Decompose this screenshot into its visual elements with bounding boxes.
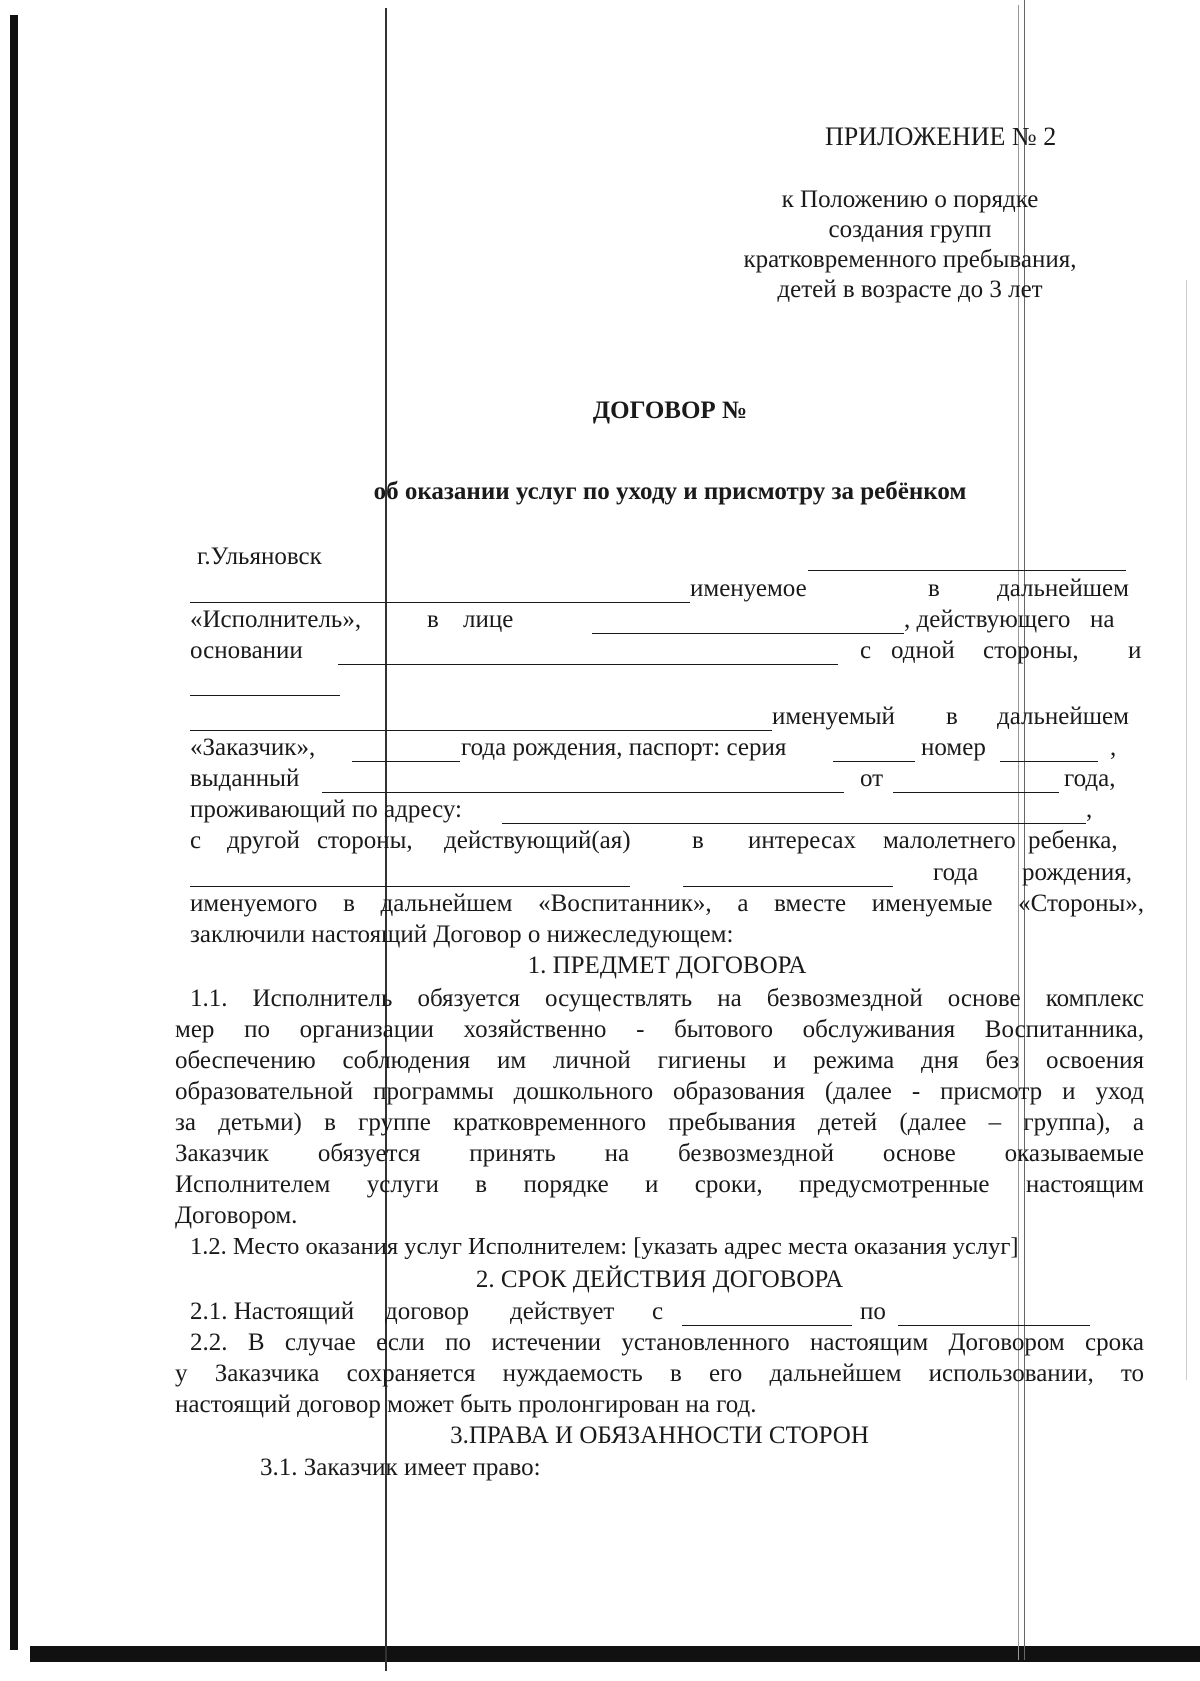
- text-fragment: выданный: [190, 765, 300, 792]
- section-heading: 1. ПРЕДМЕТ ДОГОВОРА: [527, 952, 807, 979]
- text-line: именуемого в дальнейшем «Воспитанник», а вместе именуемые «Стороны»,: [190, 890, 1144, 917]
- text-fragment: от: [860, 765, 884, 792]
- text-fragment: стороны,: [983, 637, 1079, 664]
- text-fragment: с: [190, 827, 202, 854]
- executor-name-blank: [190, 602, 690, 603]
- text-fragment: с: [652, 1298, 664, 1325]
- representative-blank: [592, 633, 904, 634]
- passport-number-blank: [1000, 761, 1098, 762]
- appendix-number: ПРИЛОЖЕНИЕ № 2: [825, 122, 1057, 151]
- text-fragment: в: [928, 575, 940, 602]
- text-line: Заказчик обязуется принять на безвозмездной основе оказываемые: [175, 1140, 1144, 1167]
- text-line: образовательной программы дошкольного образования (далее - присмотр и уход: [175, 1078, 1144, 1105]
- passport-series-blank: [833, 761, 915, 762]
- text-fragment: другой: [227, 827, 300, 854]
- customer-name-blank: [190, 730, 772, 731]
- child-birth-date-blank: [683, 886, 893, 887]
- contract-subtitle: об оказании услуг по уходу и присмотру за ребёнком: [373, 478, 967, 505]
- text-fragment: и: [1128, 637, 1142, 664]
- text-line: за детьми) в группе кратковременного пребывания детей (далее – группа), а: [175, 1109, 1144, 1136]
- text-fragment: ,: [1110, 734, 1117, 761]
- text-fragment: интересах: [748, 827, 856, 854]
- text-fragment: ребенка,: [1028, 827, 1118, 854]
- text-fragment: в: [427, 606, 439, 633]
- section-heading: 2. СРОК ДЕЙСТВИЯ ДОГОВОРА: [475, 1266, 844, 1293]
- city: г.Ульяновск: [197, 543, 322, 570]
- text-fragment: дальнейшем: [997, 575, 1129, 602]
- text-line: 2.2. В случае если по истечении установленного настоящим Договором срока: [190, 1329, 1144, 1356]
- date-blank: [808, 570, 1126, 571]
- blank-line: [190, 695, 340, 696]
- issued-by-blank: [322, 792, 844, 793]
- start-date-blank: [682, 1325, 852, 1326]
- text-fragment: стороны,: [317, 827, 413, 854]
- text-fragment: по: [860, 1298, 886, 1325]
- text-fragment: рождения,: [1022, 859, 1132, 886]
- text-fragment: договор: [385, 1298, 469, 1325]
- appendix-reference-line: детей в возрасте до 3 лет: [777, 276, 1043, 303]
- text-line: обеспечению соблюдения им личной гигиены и режима дня без освоения: [175, 1047, 1144, 1074]
- text-line: заключили настоящий Договор о нижеследующем:: [190, 921, 734, 948]
- contract-title: ДОГОВОР №: [592, 397, 748, 424]
- text-fragment: лице: [463, 606, 514, 633]
- scan-fold-line: [1186, 280, 1187, 1380]
- text-fragment: ,: [1086, 796, 1093, 823]
- text-fragment: одной: [891, 637, 955, 664]
- text-fragment: «Заказчик»,: [190, 734, 316, 761]
- text-fragment: номер: [921, 734, 986, 761]
- scan-border-left: [10, 15, 18, 1650]
- text-line: мер по организации хозяйственно - бытового обслуживания Воспитанника,: [175, 1016, 1144, 1043]
- text-fragment: на: [1090, 606, 1115, 633]
- text-fragment: 2.1. Настоящий: [190, 1298, 355, 1325]
- text-line: Исполнителем услуги в порядке и сроки, предусмотренные настоящим: [175, 1171, 1144, 1198]
- text-fragment: в: [692, 827, 704, 854]
- end-date-blank: [898, 1325, 1090, 1326]
- text-fragment: действует: [510, 1298, 615, 1325]
- birth-year-blank: [352, 761, 460, 762]
- text-line: 1.2. Место оказания услуг Исполнителем: [указать адрес места оказания услуг]: [190, 1233, 1019, 1260]
- appendix-reference-line: создания групп: [828, 216, 992, 243]
- issue-date-blank: [893, 792, 1059, 793]
- text-line: Договором.: [175, 1202, 298, 1229]
- text-line: 1.1. Исполнитель обязуется осуществлять на безвозмездной основе комплекс: [190, 985, 1144, 1012]
- text-fragment: с: [860, 637, 872, 664]
- text-fragment: , действующего: [904, 606, 1071, 633]
- text-fragment: именуемый: [772, 703, 895, 730]
- child-name-blank: [190, 886, 630, 887]
- text-fragment: основании: [190, 637, 303, 664]
- text-fragment: именуемое: [690, 575, 807, 602]
- text-fragment: проживающий по адресу:: [190, 796, 462, 823]
- text-fragment: действующий(ая): [444, 827, 631, 854]
- text-line: 3.1. Заказчик имеет право:: [260, 1454, 541, 1481]
- appendix-reference-line: кратковременного пребывания,: [743, 246, 1077, 273]
- text-fragment: «Исполнитель»,: [190, 606, 362, 633]
- text-line: у Заказчика сохраняется нуждаемость в его дальнейшем использовании, то: [175, 1360, 1144, 1387]
- text-fragment: года рождения, паспорт: серия: [461, 734, 787, 761]
- text-fragment: дальнейшем: [997, 703, 1129, 730]
- text-fragment: малолетнего: [883, 827, 1016, 854]
- address-blank: [502, 823, 1086, 824]
- text-line: настоящий договор может быть пролонгирован на год.: [175, 1391, 757, 1418]
- text-fragment: года,: [1064, 765, 1116, 792]
- text-fragment: в: [946, 703, 958, 730]
- section-heading: 3.ПРАВА И ОБЯЗАННОСТИ СТОРОН: [450, 1422, 869, 1449]
- text-fragment: года: [933, 859, 979, 886]
- appendix-reference-line: к Положению о порядке: [781, 186, 1039, 213]
- basis-blank: [338, 664, 838, 665]
